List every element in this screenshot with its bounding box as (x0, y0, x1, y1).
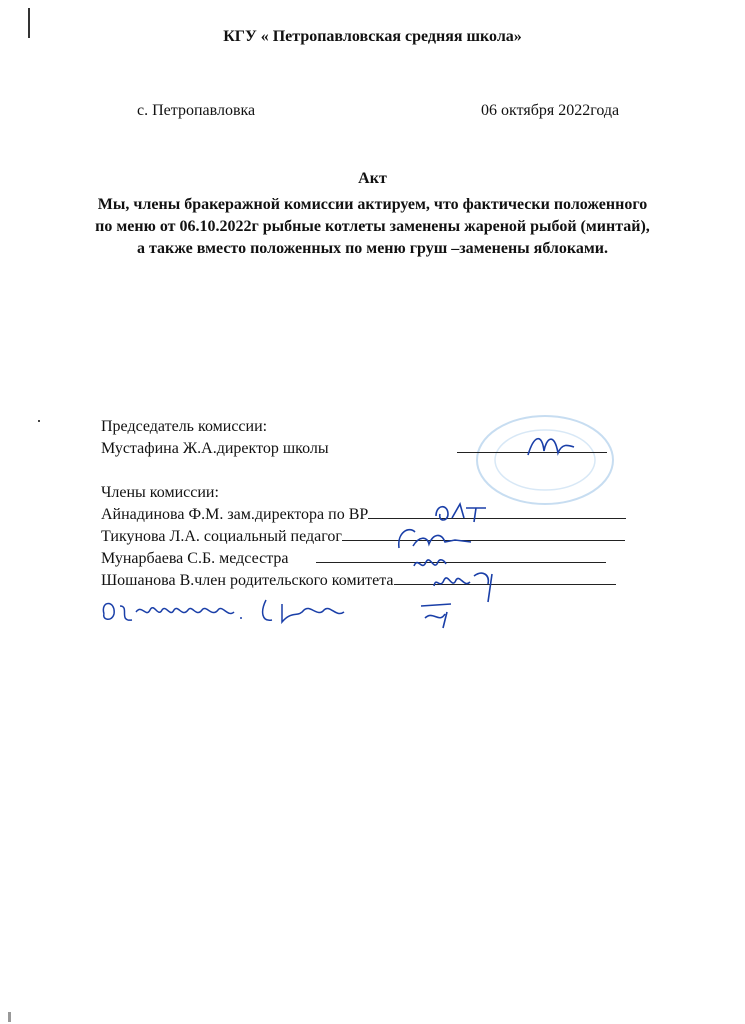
member-name: Шошанова В.член родительского комитета (101, 572, 394, 589)
document-place: с. Петропавловка (137, 102, 256, 119)
act-title: Акт (358, 170, 387, 187)
member-name: Тикунова Л.А. социальный педагог (101, 528, 342, 545)
chair-signature-icon (520, 425, 580, 465)
scan-speck (38, 420, 40, 422)
member-row (101, 504, 626, 526)
document-date: 06 октября 2022года (481, 102, 620, 119)
chair-heading: Председатель комиссии: (101, 418, 268, 435)
members-heading: Члены комиссии: (101, 484, 219, 501)
act-body (60, 168, 685, 260)
member-name: Айнадинова Ф.М. зам.директора по ВР (101, 506, 369, 523)
handwritten-note-icon (96, 592, 366, 632)
act-line: а также вместо положенных по меню груш –заменены яблоками. (137, 240, 608, 257)
chair-name: Мустафина Ж.А.директор школы (101, 440, 329, 457)
member-row (101, 570, 626, 592)
member-name: Мунарбаева С.Б. медсестра (101, 550, 289, 567)
member-signature-icon (395, 522, 485, 556)
member-row (101, 548, 626, 570)
act-line: Мы, члены бракеражной комиссии актируем, что фактически положенного (97, 196, 648, 213)
act-line: по меню от 06.10.2022г рыбные котлеты заменены жареной рыбой (минтай), (95, 218, 650, 235)
document-header: КГУ « Петропавловская средняя школа» (223, 28, 522, 45)
signature-blank (368, 504, 626, 519)
member-row (101, 526, 626, 548)
cook-signature-icon (415, 596, 465, 630)
scan-speck (8, 1012, 11, 1022)
